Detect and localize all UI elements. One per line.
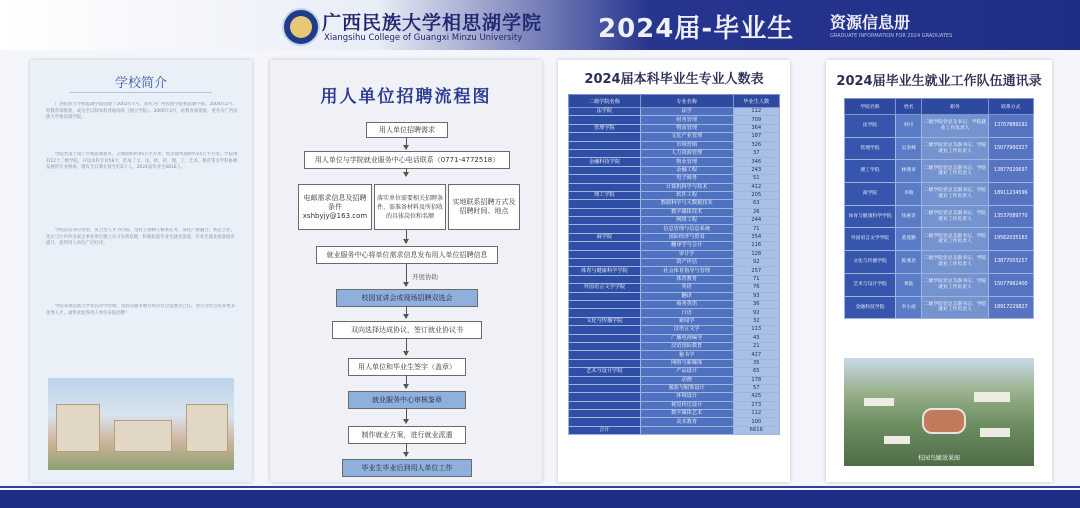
table-row — [569, 393, 780, 401]
table-cell: 37 — [733, 149, 779, 157]
table-row — [569, 267, 780, 275]
table-cell: 视觉传达设计 — [640, 401, 733, 409]
arrow — [406, 306, 407, 318]
intro-paragraph: 学院以培养应用型、复合型人才为目标，坚持立德树人根本任务，深化产教融合、校企合作，先后与区内外多家企事业单位建立实习实训基地，积极拓宽毕业生就业渠道，毕业生就业质量稳步提升，获得用人单位广泛好评。 — [46, 228, 236, 247]
table-cell: 网络工程 — [640, 217, 733, 225]
table-cell: 二级学院党总支副书记、学院就业工作负责人 — [922, 205, 988, 228]
table-cell: 网络与新媒体 — [640, 359, 733, 367]
majors-panel — [558, 60, 790, 482]
table-cell — [569, 133, 641, 141]
table-row — [569, 108, 780, 116]
footer-bar — [0, 490, 1080, 508]
table-row — [845, 205, 1034, 228]
table-row — [569, 166, 780, 174]
table-cell: 陈燕君 — [896, 251, 922, 274]
table-row — [845, 183, 1034, 206]
table-row — [569, 418, 780, 426]
flow-note: 开展协助 — [412, 273, 438, 281]
table-cell: 26 — [733, 208, 779, 216]
flow-step-review: 就业服务中心审核鉴章 — [348, 391, 466, 409]
flow-panel — [270, 60, 542, 482]
table-cell — [569, 393, 641, 401]
table-row — [569, 259, 780, 267]
table-cell: 翻译学与会计 — [640, 242, 733, 250]
table-cell: 外国语言文学学院 — [569, 284, 641, 292]
table-cell: 36 — [733, 300, 779, 308]
arrow — [406, 168, 407, 176]
table-cell: 计算机科学与技术 — [640, 183, 733, 191]
table-cell: 二级学院党总支副书记、学院就业工作负责人 — [922, 160, 988, 183]
table-cell: 63 — [733, 200, 779, 208]
flow-step-work: 毕业生毕业后到用人单位工作 — [342, 459, 472, 477]
table-cell: 莫莲勤 — [896, 228, 922, 251]
column-header: 专业名称 — [640, 95, 733, 108]
table-cell: 广播电视编导 — [640, 334, 733, 342]
table-cell — [569, 242, 641, 250]
table-cell: 服装与服饰设计 — [640, 384, 733, 392]
table-cell — [569, 175, 641, 183]
table-cell: 346 — [733, 158, 779, 166]
table-row — [569, 124, 780, 132]
table-cell: 林燕青 — [896, 160, 922, 183]
column-header: 毕业生人数 — [733, 95, 779, 108]
table-cell — [569, 225, 641, 233]
table-cell: 黄陆 — [896, 273, 922, 296]
table-cell: 二级学院党总支副书记、学院就业工作负责人 — [922, 296, 988, 319]
table-cell: 65 — [733, 368, 779, 376]
table-cell — [569, 183, 641, 191]
header-bar — [0, 0, 1080, 50]
table-cell: 71 — [733, 275, 779, 283]
table-cell: 汉语国际教育 — [640, 342, 733, 350]
arrow — [406, 263, 407, 286]
arrow — [406, 408, 407, 423]
table-cell: 112 — [733, 108, 779, 116]
flow-title: 用人单位招聘流程图 — [320, 87, 492, 107]
table-cell: 翻译 — [640, 292, 733, 300]
table-cell: 二级学院党总支书记、学院就业工作负责人 — [922, 115, 988, 138]
table-cell: 76 — [733, 284, 779, 292]
table-cell — [569, 410, 641, 418]
table-row — [569, 149, 780, 157]
column-header: 学院名称 — [845, 99, 896, 115]
table-cell: 艺术与设计学院 — [845, 273, 896, 296]
table-row — [569, 250, 780, 258]
table-cell: 100 — [733, 418, 779, 426]
table-row — [569, 334, 780, 342]
table-cell: 审计学 — [640, 250, 733, 258]
flow-step-sign: 用人单位和毕业生签字（盖章） — [348, 358, 466, 376]
table-cell: 13877020697 — [988, 160, 1033, 183]
table-cell: 32 — [733, 317, 779, 325]
table-cell: 71 — [733, 225, 779, 233]
table-row — [569, 292, 780, 300]
flow-option-visit: 实地联系招聘方式及招聘时间、地点 — [448, 184, 520, 230]
table-cell: 理工学院 — [569, 191, 641, 199]
arrow — [406, 230, 407, 243]
table-cell — [569, 334, 641, 342]
table-cell: 李敏 — [896, 183, 922, 206]
table-row — [845, 115, 1034, 138]
table-cell: 文化与传播学院 — [845, 251, 896, 274]
table-cell — [569, 166, 641, 174]
table-cell: 资产评估 — [640, 259, 733, 267]
intro-paragraph: 学院秉承民族大学优良办学传统，坚持以服务地方经济社会发展为己任，努力为社会培养更多优秀人才。诚挚欢迎各用人单位来院招聘！ — [46, 304, 236, 316]
table-cell: 二级学院党总支副书记、学院就业工作负责人 — [922, 137, 988, 160]
table-row — [569, 141, 780, 149]
arrow — [406, 137, 407, 149]
table-cell — [640, 426, 733, 434]
table-cell — [569, 141, 641, 149]
table-cell: 187 — [733, 133, 779, 141]
table-row — [569, 183, 780, 191]
graduate-title: 2024届-毕业生 — [598, 14, 795, 44]
table-cell: 体育与健康科学学院 — [569, 267, 641, 275]
table-cell: 钱惠奇 — [896, 205, 922, 228]
table-cell: 合计 — [569, 426, 641, 434]
table-cell: 354 — [733, 233, 779, 241]
table-cell: 326 — [733, 141, 779, 149]
table-cell: 体育教育 — [640, 275, 733, 283]
table-cell: 数字媒体技术 — [640, 208, 733, 216]
table-cell: 管理学院 — [845, 137, 896, 160]
table-row — [569, 208, 780, 216]
table-row — [569, 317, 780, 325]
table-row — [569, 225, 780, 233]
table-cell: 环境设计 — [640, 393, 733, 401]
table-cell: 何川 — [896, 115, 922, 138]
column-header: 二级学院名称 — [569, 95, 641, 108]
contacts-panel — [826, 60, 1052, 482]
table-cell: 425 — [733, 393, 779, 401]
table-cell — [569, 359, 641, 367]
arrow — [406, 338, 407, 355]
table-row — [569, 200, 780, 208]
table-cell — [569, 418, 641, 426]
table-cell: 257 — [733, 267, 779, 275]
flow-step-publish: 就业服务中心将单位需求信息发布用人单位招聘信息 — [316, 246, 498, 264]
majors-title: 2024届本科毕业生专业人数表 — [584, 72, 764, 87]
table-cell: 外国语言文学学院 — [845, 228, 896, 251]
table-cell: 13707889192 — [988, 115, 1033, 138]
majors-table — [568, 94, 780, 435]
campus-aerial-photo — [844, 358, 1034, 466]
photo-caption: 校园鸟瞰效果图 — [917, 455, 960, 462]
table-row — [569, 175, 780, 183]
table-row — [569, 326, 780, 334]
table-cell — [569, 309, 641, 317]
table-cell — [569, 208, 641, 216]
arrow — [406, 443, 407, 456]
table-cell: 113 — [733, 326, 779, 334]
resource-subtitle: GRADUATE INFORMATION FOR 2024 GRADUATES — [830, 33, 953, 39]
table-cell — [569, 217, 641, 225]
table-cell: 法学院 — [569, 108, 641, 116]
table-cell: 产品设计 — [640, 368, 733, 376]
table-cell: 128 — [733, 250, 779, 258]
table-row — [569, 351, 780, 359]
table-cell: 二级学院党总支副书记、学院就业工作负责人 — [922, 273, 988, 296]
table-cell: 二级学院党总支副书记、学院就业工作负责人 — [922, 183, 988, 206]
table-cell: 57 — [733, 384, 779, 392]
table-row — [845, 137, 1034, 160]
table-row — [569, 191, 780, 199]
table-cell: 51 — [733, 175, 779, 183]
table-cell — [569, 259, 641, 267]
table-row — [569, 410, 780, 418]
table-row — [569, 116, 780, 124]
table-cell — [569, 401, 641, 409]
college-name-en: Xiangsihu College of Guangxi Minzu University — [324, 33, 523, 43]
table-cell: 体育与健康科学学院 — [845, 205, 896, 228]
table-cell: 商务英语 — [640, 300, 733, 308]
table-cell: 新闻学 — [640, 317, 733, 325]
table-row — [845, 228, 1034, 251]
table-row — [845, 273, 1034, 296]
table-cell: 364 — [733, 124, 779, 132]
table-cell: 社会体育指导与管理 — [640, 267, 733, 275]
table-row — [569, 359, 780, 367]
resource-title: 资源信息册 — [830, 13, 911, 32]
table-cell: 国际经济与贸易 — [640, 233, 733, 241]
table-cell — [569, 300, 641, 308]
table-cell: 金融科技学院 — [569, 158, 641, 166]
table-cell — [569, 384, 641, 392]
table-cell: 244 — [733, 217, 779, 225]
table-cell: 汉语言文学 — [640, 326, 733, 334]
table-cell: 18917229827 — [988, 296, 1033, 319]
table-cell: 理工学院 — [845, 160, 896, 183]
table-row — [569, 275, 780, 283]
table-cell — [569, 376, 641, 384]
contacts-title: 2024届毕业生就业工作队伍通讯录 — [836, 74, 1042, 89]
table-cell — [569, 116, 641, 124]
campus-building-photo — [48, 378, 234, 470]
table-cell: 178 — [733, 376, 779, 384]
table-cell: 18911234596 — [988, 183, 1033, 206]
flow-step-agreement: 双向选择达成协议，签订就业协议书 — [332, 321, 482, 339]
table-cell — [569, 250, 641, 258]
column-header: 联系方式 — [988, 99, 1033, 115]
table-cell: 日语 — [640, 309, 733, 317]
table-cell — [569, 342, 641, 350]
flow-option-email: 电邮需求信息及招聘条件 xshbyjy@163.com — [298, 184, 372, 230]
flow-step-dispatch: 制作就业方案，进行就业派遣 — [348, 426, 466, 444]
table-row — [569, 342, 780, 350]
table-row — [845, 251, 1034, 274]
table-row — [569, 384, 780, 392]
intro-panel — [30, 60, 252, 482]
table-cell: 13877003257 — [988, 251, 1033, 274]
table-cell: 35 — [733, 359, 779, 367]
flow-step-demand: 用人单位招聘需求 — [366, 122, 448, 138]
flow-step-contact: 用人单位与学院就业服务中心电话联系（0771-4772518） — [304, 151, 510, 169]
table-cell: 法学 — [640, 108, 733, 116]
arrow — [406, 375, 407, 388]
table-row — [569, 217, 780, 225]
table-cell: 273 — [733, 401, 779, 409]
table-cell — [569, 275, 641, 283]
table-cell: 文化产业管理 — [640, 133, 733, 141]
table-cell: 金融工程 — [640, 166, 733, 174]
table-row — [569, 158, 780, 166]
flow-step-jobfair: 校园宣讲会或现场招聘双选会 — [336, 289, 478, 307]
table-row — [569, 242, 780, 250]
table-cell: 动画 — [640, 376, 733, 384]
table-cell: 法学院 — [845, 115, 896, 138]
table-cell: 43 — [733, 334, 779, 342]
table-cell: 物流管理 — [640, 124, 733, 132]
table-cell: 数据科学与大数据技术 — [640, 200, 733, 208]
table-cell: 112 — [733, 410, 779, 418]
table-cell — [569, 351, 641, 359]
table-cell: 205 — [733, 191, 779, 199]
table-cell: 吴金峰 — [896, 137, 922, 160]
table-cell: 21 — [733, 342, 779, 350]
table-cell: 李小波 — [896, 296, 922, 319]
table-cell: 美术教育 — [640, 418, 733, 426]
table-cell: 数字媒体艺术 — [640, 410, 733, 418]
table-cell: 93 — [733, 292, 779, 300]
college-name-cn: 广西民族大学相思湖学院 — [322, 12, 543, 34]
table-row — [845, 160, 1034, 183]
contacts-table — [844, 98, 1034, 319]
intro-title: 学校简介 — [114, 76, 167, 91]
table-cell: 6616 — [733, 426, 779, 434]
table-cell: 电子商务 — [640, 175, 733, 183]
table-cell: 15077900327 — [988, 137, 1033, 160]
table-cell: 金融科技学院 — [845, 296, 896, 319]
table-row — [569, 368, 780, 376]
table-cell: 英语 — [640, 284, 733, 292]
divider — [70, 92, 212, 93]
table-cell — [569, 326, 641, 334]
table-cell — [569, 149, 641, 157]
column-header: 姓名 — [896, 99, 922, 115]
table-cell: 15077962400 — [988, 273, 1033, 296]
table-cell: 243 — [733, 166, 779, 174]
footer-line — [0, 486, 1080, 488]
table-row — [845, 296, 1034, 319]
table-cell: 二级学院党总支副书记、学院就业工作负责人 — [922, 228, 988, 251]
table-row — [569, 426, 780, 434]
table-row — [569, 284, 780, 292]
table-cell: 92 — [733, 259, 779, 267]
table-cell: 软件工程 — [640, 191, 733, 199]
table-cell: 信息管理与信息系统 — [640, 225, 733, 233]
table-cell: 二级学院党总支副书记、学院就业工作负责人 — [922, 251, 988, 274]
table-cell: 13537089770 — [988, 205, 1033, 228]
table-cell: 19562035163 — [988, 228, 1033, 251]
table-cell: 人力资源管理 — [640, 149, 733, 157]
intro-paragraph: 广西民族大学相思湖学院创建于2002年7月，原名为广西民族学院相思湖学院。2004年2月，经教育部批准，成为全日制本科普通高校（独立学院）。2006年3月，经教育部批准，更名为广西民族大学相思湖学院。 — [46, 102, 238, 121]
flow-option-materials: 落实单位需要相关招聘条件、需准备材料及所招收的具体岗位和名额 — [374, 184, 446, 230]
intro-paragraph: 学院坐落于南宁市相思湖新区，占地面积约45万平方米，校舍建筑面积约25万平方米。学院现有12个二级学院，开设本科专业58个，形成了文、法、经、管、理、工、艺术、教育等多学科协调发展的专业格局，现有全日制在校生约2万人，2024届毕业生6616人。 — [46, 152, 238, 171]
table-cell: 财务管理 — [640, 116, 733, 124]
table-cell: 管理学院 — [569, 124, 641, 132]
table-row — [569, 133, 780, 141]
table-cell: 商学院 — [569, 233, 641, 241]
college-logo-icon — [282, 8, 320, 46]
table-cell: 412 — [733, 183, 779, 191]
table-row — [569, 233, 780, 241]
table-row — [569, 300, 780, 308]
table-cell: 709 — [733, 116, 779, 124]
table-cell: 市场营销 — [640, 141, 733, 149]
column-header: 职务 — [922, 99, 988, 115]
table-cell: 物业管理 — [640, 158, 733, 166]
table-cell — [569, 292, 641, 300]
table-cell: 艺术与设计学院 — [569, 368, 641, 376]
table-cell: 116 — [733, 242, 779, 250]
table-row — [569, 376, 780, 384]
table-cell: 92 — [733, 309, 779, 317]
table-cell: 商学院 — [845, 183, 896, 206]
table-cell — [569, 200, 641, 208]
table-row — [569, 401, 780, 409]
table-cell: 427 — [733, 351, 779, 359]
table-cell: 秘书学 — [640, 351, 733, 359]
table-cell: 文化与传播学院 — [569, 317, 641, 325]
table-row — [569, 309, 780, 317]
